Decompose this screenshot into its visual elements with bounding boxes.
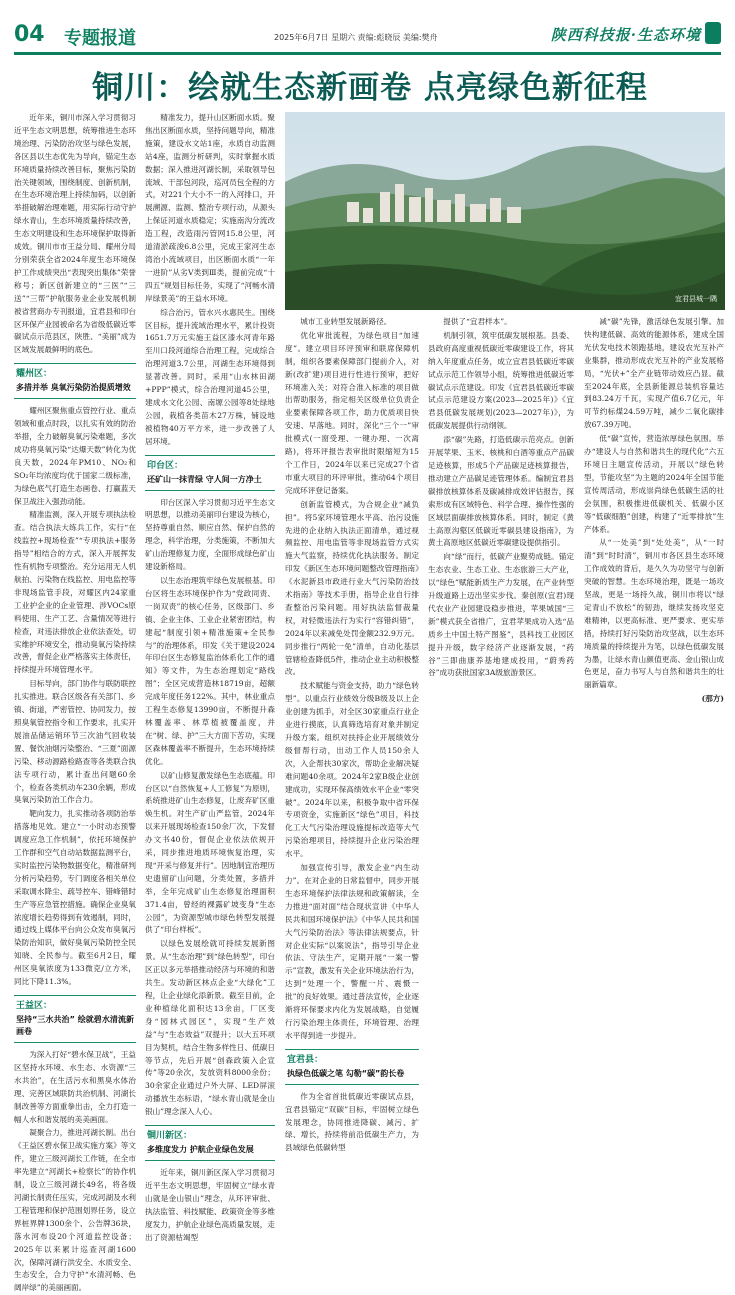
paragraph: 从“一处美”到“处处美”，从“一时清”到“时时清”，铜川市各区县生态环境工作成效的背后，是久久为功坚守与创新突破的智慧。生态环境治理，既是一场攻坚战，更是一场持久战，铜川市将以“绿定青山不放松”的韧劲，继续发扬攻坚克难精神，以更高标准、更严要求、更实举措，持续打好污染防治攻坚战，以生态环境质量的持续提升为笔，以绿色低碳发展为墨，让绿水青山颜值更高、金山银山成色更足，奋力书写人与自然和谐共生的壮丽新篇章。 [584, 538, 724, 690]
article-column-2 [145, 112, 275, 1242]
paragraph: 以生态治理筑牢绿色发展根基。印台区将生态环境保护作为“党政同责、一岗双责”的核心任务，区级部门、乡镇、企业主体、工业企业紧密团结，构建起“制度引领+精准施策+全民参与”的治理体系，印发《关于建设2024年印台区生态修复监治体系化工作的通知》等文件，为生态治理划定“路线图”；全区完成营造林18719亩，超额完成年度任务122%。其中，林业重点工程生态修复13990亩，不断提升森林覆盖率、林草植被覆盖度，并在“树、绿、护”三大方面下苦功，实现区森林覆盖率不断提升，生态环境持续优化。 [145, 576, 275, 766]
paragraph: 靶向发力，扎实推动各项防治举措落地见效。建立“一小时动态预警调度应急工作机制”，依托环境保护工作群和空气自动站数据监测平台，实时监控污染物数据变化，精准研判分析污染趋势，专门调度各相关单位采取调水降尘、疏导控车、错峰错时生产等应急管控措施。确保企业臭氧浓度增长趋势得到有效遏制，同时，通过线上媒体平台向公众发布臭氧污染防治知识，做好臭氧污染防控全民知晓、全民参与。截至6月2日，耀州区臭氧浓度为133微克/立方米，同比下降11.3%。 [14, 809, 136, 987]
paragraph: 加强宣传引导，激发企业“内生动力”。在对企业的日常监督中，同步开展生态环境保护法律法规和政策解读，全力推进“面对面”结合现状宣讲《中华人民共和国环境保护法》《中华人民共和国大气污染防治法》等法律法规要点，针对企业实际“以案说法”，指导引导企业依法、守法生产，定期开展“一案一警示”宣教，激发有关企业环境法治行为，达到“处理一个、警醒一片、震慑一批”的良好效果。通过普法宣传，企业逐渐将环保要求内化为发展战略，自觉履行污染治理主体责任，环境管理、治理水平得到进一步提升。 [285, 863, 419, 1040]
subhead-title: 多措并举 臭氧污染防治提质增效 [16, 383, 131, 393]
paragraph: 作为全省首批低碳近零碳试点县，宜君县锚定“双碳”目标，牢固树立绿色发展理念，协同推进降碳、减污、扩绿、增长，持续将前沿低碳生产力，为县域绿色低碳转型 [285, 1091, 419, 1153]
paragraph: 减“碳”先锋，激活绿色发展引擎。加快构建低碳、高效的能源体系，建成全国光伏发电技术领跑基地，建设农光互补产业集群，推动形成农光互补的产业发展格局，“光伏+”全产业链带动效应凸显。截至2024年底，全县新能源总装机容量达到83.24万千瓦，实现产值6.7亿元，年可节约标煤24.59万吨，减少二氧化碳排放67.39万吨。 [584, 317, 724, 430]
paragraph: 精准发力，提升山区断面水质。聚焦出区断面水质，坚持问题导向，精准施策，建设水文站1座，水质自动监测站4座，监测分析研判，实时掌握水质数据；深入推进河湖长制，采取领导包流域、干部包河段，巡河员包全程的方式，对221个大小不一的入河排口，开展溯源、监测、整治专项行动，从源头上保证河道水质稳定；实施南沟分流改造工程，改造雨污管网15.8公里，河道清淤疏浚6.8公里，完成王家河生态湾治小流域项目，出区断面水质“一年一进阶”从劣V类到Ⅲ类，提前完成“十四五”规划目标任务，实现了“河畅水清岸绿景美”的王益水环境。 [145, 113, 275, 303]
article-column-4 [428, 316, 574, 1046]
paragraph: 近年来，铜川市深入学习贯彻习近平生态文明思想，统筹推进生态环境治理、污染防治攻坚与绿色发展，各区县以生态优先为导向，锚定生态环境质量持续改善目标，聚焦污染防治关键领域，围绕制度、创新机制，在生态环境治理上持续加码，以创新举措破解治理难题，用实际行动守护绿水青山，生态环境质量持续改善，生态文明建设和生态环境保护取得新成效。铜川市市王益分局、耀州分局分别荣获全省2024年度生态环境保护工作成绩突出“表现突出集体”荣誉称号；新区创新建立的“三医”“三送”“三帮”护航服务业企业发展机制被省营商办专刊报道，宜君县和印台区环保产业园被命名为省级低碳近零碳试点示范县区，陕胜、“美丽”成为区域发展最鲜明的底色。 [14, 113, 136, 355]
paragraph: 优化审批流程，为绿色项目“加速度”。建立项目环评预审和联席保障机制，组织各要素保障部门提前介入，对新(改扩建)项目进行性进行预审，把好环境准入关；对符合准入标准的项目做出帮助服务，指定相关区级单位负责企业要素保障各项工作，助力优质项目快安速、早落地。同时，深化“三个一”审批模式(一窗受理、一键办理、一次离路)，将环评报告表审批时限缩短为15个工作日，2024年以来已完成27个省市重大项目的环评审批，推动64个项目完成环评登记备案。 [285, 330, 419, 495]
paper-name: 陕西科技报·生态环境 [550, 26, 701, 44]
section-title: 专题报道 [64, 28, 136, 49]
subhead-wangyi [14, 995, 136, 1043]
paragraph: 以绿色发展绘就可持续发展新图景。从“生态治理”到“绿色转型”，印台区正以多元举措推动经济与环境的和谐共生。发动新区林点企业“大绿化”工程，让企业绿化添新景。截至目前，企业种植绿化面积达13余亩，厂区变身“园林式园区”，实现“生产效益”与“生态效益”双提升；以大五环项目为契机，结合生物多样性日、低碳日等节点，先后开展“创森政策入企宣传”等20余次，发放资料8000余份；30余家企业通过户外大屏、LED屏滚动播放生态标语，“绿水青山就是金山银山”理念深入人心。 [145, 939, 275, 1117]
photo-caption: 宜君县城一隅 [675, 295, 717, 303]
article-column-3 [285, 316, 419, 1153]
paragraph: 为深入打好“碧水保卫战”，王益区坚持水环境、水生态、水资源“三水共治”，在生活污水和黑臭水体治理、完善区域联防共治机制、河湖长制改善等方面重拳出击，全力打造一幅人水和谐发展的美美画面。 [14, 1050, 136, 1124]
subhead-location: 印台区： [147, 460, 184, 471]
article-column-5 [584, 316, 724, 1046]
paragraph: 耀州区聚焦重点管控行业、重点领域和重点时段，以扎实有效的防治举措，全力破解臭氧污染难题，多次成功将臭氧污染“达爆天数”转化为优良天数，2024年PM10、NO₂和SO₂年均浓度均优于国家二级标准，为绿色底气打造生态画卷、打赢蓝天保卫战注入强劲动能。 [14, 406, 136, 506]
paragraph: 以矿山修复激发绿色生态底蕴。印台区以“自然恢复+人工修复”为原则，系统推进矿山生态修复，让废弃矿区重焕生机。对生产矿山严监管，2024年以来开展现场检查150余厂次，下发督办文书40份，督促企业依法依规开采，同步推进地质环境恢复治理，实现“开采与修复并行”。因地制宜治理历史遗留矿山问题，分类处置，多措并举，全年完成矿山生态修复治理面积371.4亩，曾经的裸露矿坡变身“生态公园”，为资源型城市绿色转型发展提供了“印台样板”。 [145, 770, 275, 935]
paragraph: 精准监测，深入开展专项执法检查。结合执法大练兵工作，实行“在线监控+现场检查”“专项执法+服务指导”相结合的方式，深入开展挥发性有机物专项整治。充分运用无人机航拍、污染物在线监控、用电监控等非现场监管手段，对耀区内24家重工业护企业的企业管理、涉VOCs原料使用、生产工艺、含量情况等进行检查，对违法排放企业依法查处，切实维护环境安全，推动臭氧污染持续改善，督促企业严格落实主体责任，持续提升环境管理水平。 [14, 510, 136, 675]
paper-badge-icon [705, 22, 721, 44]
headline: 铜川：绘就生态新画卷 点亮绿色新征程 [92, 70, 648, 106]
dateline: 2025年6月7日 星期六 责编:彪晓辰 美编:樊舟 [274, 33, 438, 42]
paragraph: 低“碳”宣传，营造浓厚绿色氛围。举办“建设人与自然和谐共生的现代化”六五环境日主题宣传活动，开展以“绿色转型，节能攻坚”为主题的2024年全国节能宣传周活动，形成崇尚绿色低碳生活的社会氛围，积极推进低碳机关、低碳小区等“低碳细胞”创建，构建了“近零排放”生产体系。 [584, 434, 724, 534]
page-number: 04 [14, 22, 45, 47]
subhead-yijun [285, 1049, 419, 1085]
city-photo [285, 112, 725, 310]
paragraph: 机制引领，筑牢低碳发展根基。县委、县政府高度重视低碳近零碳建设工作，将其纳入年度重点任务，成立宜君县低碳近零碳试点示范工作领导小组，统筹推进低碳近零碳试点示范建设。印发《宜君县低碳近零碳试点示范建设方案(2023—2025年)》《宜君县低碳发展规划(2023—2027年)》，为低碳发展提供行动纲领。 [428, 330, 574, 431]
paragraph: 凝聚合力，推进河湖长制。出台《王益区碧水保卫战实施方案》等文件，建立三级河湖长工作链，在全市率先建立“河湖长+检察长”的协作机制，设立三级河湖长49名，将各级河湖长制责任压实，完成河湖及水利工程管理和保护范围划界任务，设立界桩界牌1300余个、公告牌36块，落水河布设20个河道监控设备；2025年以来累计巡查河湖1600次，保障河湖行洪安全、水质安全、生态安全，合力守护“水清河畅、色阔岸绿”的美丽画面。 [14, 1128, 136, 1293]
header-rule [14, 52, 721, 55]
paragraph: 印台区深入学习贯彻习近平生态文明思想，以推动美丽印台建设为核心，坚持尊重自然、顺应自然、保护自然的理念，科学治理，分类施策，不断加大矿山治理修复力度，全面形成绿色矿山建设新格局。 [145, 497, 275, 572]
subhead-xinqu [145, 1125, 275, 1161]
subhead-title: 多维度发力 护航企业绿色发展 [147, 1145, 254, 1155]
paragraph: 城市工业转型发展新路径。 [300, 317, 392, 326]
subhead-location: 宜君县： [287, 1054, 324, 1065]
paragraph: 目标导向，部门协作与联防联控扎实推进。联合区级各有关部门、乡镇、街道，严密管控、协同发力，按照臭氧管控指令和工作要求，扎实开展油品储运销环节三次油气回收装置、餐饮油烟污染整治、“三夏”面源污染、移动源路检路查等各类联合执法专项行动，累计查出问题60余个，检查各类机动车230余辆，形成臭氧污染防治工作合力。 [14, 679, 136, 805]
subhead-yintai [145, 455, 275, 491]
paragraph: 综合治污，管水兴水惠民生。围绕区目标，提升流域治理水平，累计投资1651.7万元实施王益区漆水河青年路至川口段河道综合治理工程，完成综合治理河道3.7公里，河湖生态环境得到显著改善。同时，采用“山水林田湖+PPP”模式，综合治理河道45公里，建成水文化公园、南塬公园等8处绿地公园，栽植各类苗木27万株，铺设地被植物40万平方米，进一步改善了人居环境。 [145, 307, 275, 446]
paragraph: 添“碳”先路，打造低碳示范亮点。创新开展苹果、玉米、核桃和白酒等重点产品碳足迹核算，形成5个产品碳足迹核算报告，推动建立产品碳足迹管理体系。编制宜君县碳排放核算体系及碳减排成效评估报告，探索形成有区域特色、科学合理、操作性强的区域层面碳排放核算体系。同时，制定《黄土高原沟壑区低碳近零碳县建设指南》，为黄土高原地区低碳近零碳建设提供指引。 [428, 435, 574, 548]
byline-end: (那方) [701, 694, 724, 704]
subhead-location: 王益区： [16, 1001, 53, 1011]
subhead-yaozhou [14, 363, 136, 399]
subhead-title: 还矿山一抹青绿 守人间一方净土 [147, 474, 262, 484]
paragraph: 提供了“宜君样本”。 [443, 317, 512, 326]
subhead-title: 坚持“三水共治” 绘就碧水清流新画卷 [16, 1015, 134, 1036]
subhead-title: 执绿色低碳之笔 勾勒“碳”韵长卷 [287, 1068, 405, 1078]
page-header [14, 20, 721, 50]
paragraph: 向“绿”而行，低碳产业聚势成链。锚定生态农业、生态工业、生态旅游三大产业，以“绿色”赋能新质生产力发展，在产业转型升级道路上迈出坚实步伐。秦创原(宜君)现代农业产业园建设稳步推进，苹果城国“三新”模式获全省推广，宜君苹果成功入选“品质乡土中国土特产图鉴”，县科技工业园区提升升级，数字经济产业逐渐发展，“药谷”三即曲康养基地建成投用，“蔚秀药谷”成功获批国家3A级旅游景区。 [428, 552, 574, 678]
article-column-1 [14, 112, 136, 1293]
subhead-location: 耀州区： [16, 369, 53, 380]
paragraph: 近年来，铜川新区深入学习贯彻习近平生态文明思想，牢固树立“绿水青山就是金山银山”理念，从环评审批、执法监管、科技赋能、政策资金等多维度发力，护航企业绿色高质量发展，走出了资源枯竭型 [145, 1168, 275, 1242]
paragraph: 创新监管模式，为合规企业“减负担”。将5家环境管理水平高、治污设施先进的企业纳入执法正面清单，通过视频监控、用电监管等非现场监管方式实施大气监察，持续优化执法服务。制定印发《新区生态环境问题整改管理指南》《水泥新县市政进行业大气污染防治技术指南》等技术手册，指导企业自行排查整治污染问题。用好执法监督裁量权，对轻微违法行为实行“容错纠错”，2024年以来减免处罚金额232.9万元。同步推行“两轮一免”清单，自动化基层管辖检查降低5件，推动企业主动积极整改。 [285, 499, 419, 677]
city-photo-image [285, 112, 725, 310]
subhead-location: 铜川新区： [147, 1131, 193, 1142]
paragraph: 技术赋能与资金支持，助力“绿色转型”。以重点行业绩效分级B级及以上企业创建为抓手，对全区30家重点行业企业进行摸底，认真筛选培育对象并制定升级方案。组织对扶持企业开展绩效分级督帮行动，出动工作人员150余人次，入企帮扶30家次，帮助企业解决疑难问题40余项。2024年2家B级企业创建成功，实现环保高绩效水平企业“零突破”。2024年以来，积极争取中省环保专项资金，实施新区“绿色”项目，科技化工大气污染治理设施提标改造等大气污染治理项目，持续提升企业污染治理水平。 [285, 681, 419, 859]
